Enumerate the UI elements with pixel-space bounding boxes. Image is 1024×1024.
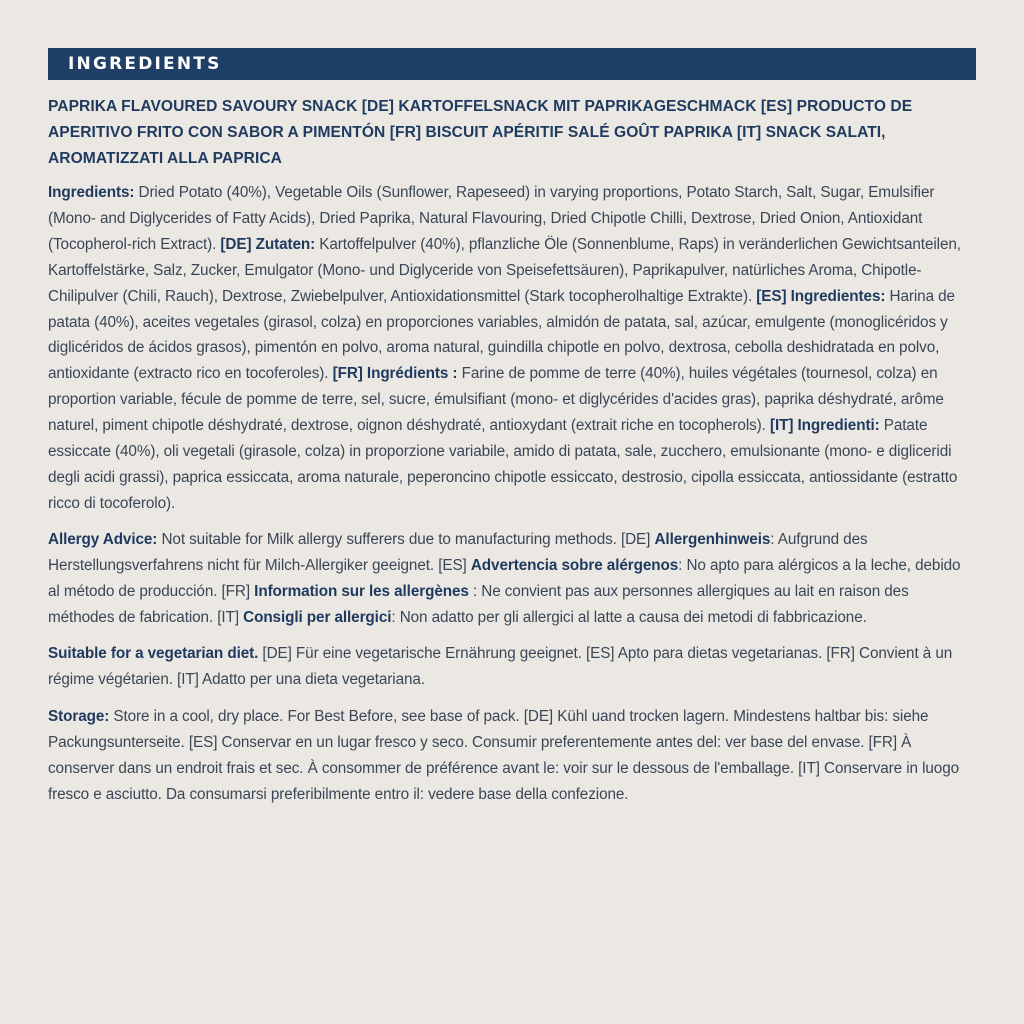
ingredients-paragraph [48, 180, 976, 517]
ingredients-header-bar [48, 48, 976, 80]
allergy-label-fr: Information sur les allergènes [254, 582, 469, 600]
allergy-text-en: Not suitable for Milk allergy sufferers due to manufacturing methods. [DE] [157, 530, 655, 548]
ingredients-text-fr: Farine de pomme de terre (40%), huiles végétales (tournesol, colza) en proportion variable, fécule de pomme de terre, sel, sucre, émulsifiant (mono- et diglycérides d'acides gras), paprika déshydraté, arôme naturel, piment chipotle déshydraté, dextrose, oignon déshydraté, antioxydant (extrait riche en tocopherols). [48, 365, 944, 435]
allergy-paragraph [48, 527, 976, 631]
storage-label: Storage: [48, 708, 110, 726]
ingredients-text-de: Kartoffelpulver (40%), pflanzliche Öle (Sonnenblume, Raps) in veränderlichen Gewichtsanteilen, Kartoffelstärke, Salz, Zucker, Emulgator (Mono- und Diglyceride von Speisefettsäuren), Paprikapulver, natürliches Aroma, Chipotle-Chilipulver (Chili, Rauch), Dextrose, Zwiebelpulver, Antioxidationsmittel (Stark tocopherolhaltige Extrakte). [48, 235, 961, 305]
vegetarian-paragraph [48, 641, 976, 693]
allergy-text-es: : No apto para alérgicos a la leche, debido al método de producción. [FR] [48, 556, 961, 600]
vegetarian-text: [DE] Für eine vegetarische Ernährung geeignet. [ES] Apto para dietas vegetarianas. [FR] Convient à un régime végétarien. [IT] Adatto per una dieta vegetariana. [48, 645, 953, 689]
product-title: PAPRIKA FLAVOURED SAVOURY SNACK [DE] KARTOFFELSNACK MIT PAPRIKAGESCHMACK [ES] PRODUCTO DE APERITIVO FRITO CON SABOR A PIMENTÓN [FR] BISCUIT APÉRITIF SALÉ GOÛT PAPRIKA [IT] SNACK SALATI, AROMATIZZATI ALLA PAPRICA [48, 98, 913, 167]
ingredients-text-en: Dried Potato (40%), Vegetable Oils (Sunflower, Rapeseed) in varying proportions, Potato Starch, Salt, Sugar, Emulsifier (Mono- and Diglycerides of Fatty Acids), Dried Paprika, Natural Flavouring, Dried Chipotle Chilli, Dextrose, Dried Onion, Antioxidant (Tocopherol-rich Extract). [48, 184, 935, 253]
allergy-label-de: Allergenhinweis [654, 530, 771, 548]
ingredients-label-de: [DE] Zutaten: [220, 235, 316, 253]
allergy-label-it: Consigli per allergici [243, 608, 392, 626]
ingredients-label-it: [IT] Ingredienti: [769, 417, 880, 435]
allergy-text-de: : Aufgrund des Herstellungsverfahrens nicht für Milch-Allergiker geeignet. [ES] [48, 530, 868, 574]
allergy-label-es: Advertencia sobre alérgenos [470, 556, 679, 574]
ingredients-label-en: Ingredients: [48, 184, 135, 201]
ingredients-label-es: [ES] Ingredientes: [756, 287, 886, 305]
allergy-text-it: : Non adatto per gli allergici al latte a causa dei metodi di fabbricazione. [391, 608, 867, 626]
allergy-label-en: Allergy Advice: [48, 530, 158, 548]
ingredients-label-fr: [FR] Ingrédients : [332, 365, 458, 383]
ingredients-panel [48, 48, 976, 808]
header-title: INGREDIENTS [68, 54, 222, 74]
storage-text: Store in a cool, dry place. For Best Before, see base of pack. [DE] Kühl uand trocken lagern. Mindestens haltbar bis: siehe Packungsunterseite. [ES] Conservar en un lugar fresco y seco. Consumir preferentemente antes del: ver base del envase. [FR] À conserver dans un endroit frais et sec. À consommer de préférence avant le: voir sur le dessous de l'emballage. [IT] Conservare in luogo fresco e asciutto. Da consumarsi preferibilmente entro il: vedere base della confezione. [48, 708, 960, 803]
allergy-text-fr: : Ne convient pas aux personnes allergiques au lait en raison des méthodes de fabrication. [IT] [48, 582, 909, 626]
ingredients-text-es: Harina de patata (40%), aceites vegetales (girasol, colza) en proporciones variables, almidón de patata, sal, azúcar, emulgente (monoglicéridos y diglicéridos de ácidos grasos), pimentón en polvo, aroma natural, guindilla chipotle en polvo, dextrosa, cebolla deshidratada en polvo, antioxidante (extracto rico en tocoferoles). [48, 287, 955, 383]
ingredients-text-it: Patate essiccate (40%), oli vegetali (girasole, colza) in proporzione variabile, amido di patata, sale, zucchero, emulsionante (mono- e digliceridi degli acidi grassi), paprica essiccata, aroma naturale, peperoncino chipotle essiccato, destrosio, cipolla essiccata, antiossidante (estratto ricco di tocoferolo). [48, 417, 958, 512]
storage-paragraph [48, 704, 976, 808]
vegetarian-label: Suitable for a vegetarian diet. [48, 645, 259, 663]
